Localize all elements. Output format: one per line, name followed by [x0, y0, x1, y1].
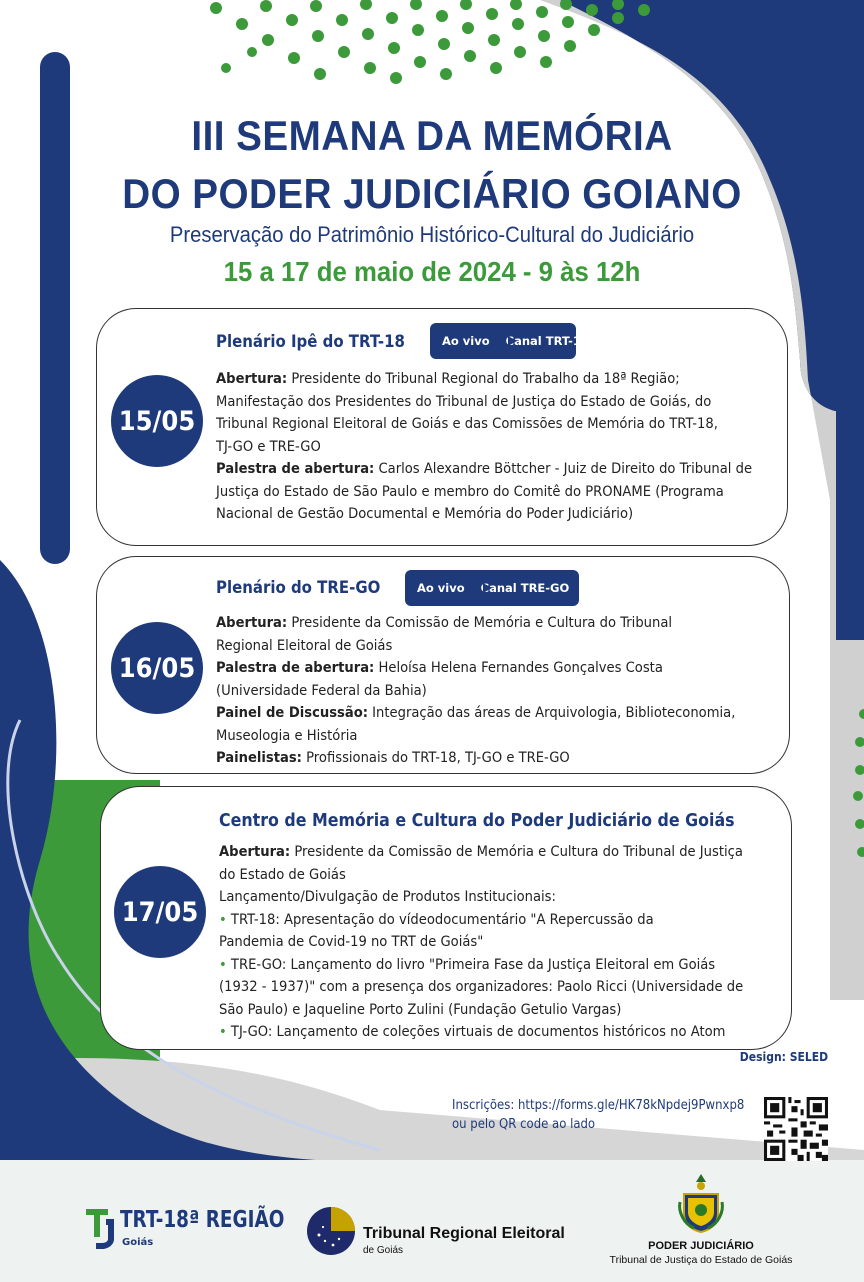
- day-description-1: [216, 368, 756, 526]
- trt-name: TRT-18ª REGIÃO: [120, 1207, 285, 1233]
- text-line: (Universidade Federal da Bahia): [216, 681, 427, 699]
- registration-info: [452, 1096, 744, 1134]
- qr-code-icon[interactable]: [764, 1097, 828, 1161]
- event-subtitle: Preservação do Patrimônio Histórico-Cultural do Judiciário: [169, 222, 695, 247]
- label-painel: Painel de Discussão:: [216, 704, 369, 721]
- text-line: Integração das áreas de Arquivologia, Biblioteconomia,: [368, 704, 736, 721]
- label-palestra: Palestra de abertura:: [216, 659, 375, 676]
- text-line: TRE-GO: Lançamento do livro "Primeira Fase da Justiça Eleitoral em Goiás: [226, 955, 716, 973]
- venue-title-2: Plenário do TRE-GO: [216, 578, 381, 598]
- day-description-3: [219, 841, 777, 1044]
- day-badge-2: 16/05: [111, 622, 203, 714]
- label-abertura: Abertura:: [216, 614, 288, 631]
- label-abertura: Abertura:: [219, 843, 291, 860]
- trt-sub: Goiás: [122, 1237, 154, 1248]
- text-line: Lançamento/Divulgação de Produtos Institucionais:: [219, 888, 556, 905]
- text-line: Museologia e História: [216, 726, 358, 744]
- text-line: TRT-18: Apresentação do vídeodocumentário "A Repercussão da: [226, 910, 654, 928]
- text-line: do Estado de Goiás: [219, 865, 346, 883]
- day-badge-1: 15/05: [111, 375, 203, 467]
- tj-sub: Tribunal de Justiça do Estado de Goiás: [609, 1254, 793, 1266]
- text-line: Manifestação dos Presidentes do Tribunal de Justiça do Estado de Goiás, do: [216, 392, 712, 410]
- label-painelistas: Painelistas:: [216, 749, 302, 766]
- channel-label: Canal TRT-18: [505, 334, 589, 348]
- text-line: Presidente da Comissão de Memória e Cultura do Tribunal: [287, 614, 673, 631]
- live-stream-button-1[interactable]: [430, 323, 589, 359]
- text-line: Heloísa Helena Fernandes Gonçalves Costa: [374, 659, 663, 676]
- text-line: TJ-GO: Lançamento de coleções virtuais de documentos históricos no Atom: [226, 1023, 726, 1040]
- label-palestra: Palestra de abertura:: [216, 460, 375, 477]
- text-line: Presidente do Tribunal Regional do Trabalho da 18ª Região;: [287, 370, 680, 387]
- text-line: Justiça do Estado de São Paulo e membro do Comitê do PRONAME (Programa: [216, 482, 724, 500]
- day-badge-3: 17/05: [114, 866, 206, 958]
- text-line: (1932 - 1937)" com a presença dos organizadores: Paolo Ricci (Universidade de: [219, 978, 744, 995]
- text-line: Profissionais do TRT-18, TJ-GO e TRE-GO: [301, 749, 570, 766]
- tre-mark-icon: [305, 1205, 357, 1257]
- text-line: Nacional de Gestão Documental e Memória do Poder Judiciário): [216, 505, 634, 522]
- tj-logo: [596, 1172, 806, 1272]
- trt-logo: [84, 1205, 285, 1255]
- day-description-2: [216, 612, 756, 770]
- tre-name: Tribunal Regional Eleitoral: [363, 1225, 565, 1242]
- bullet: •: [219, 1023, 227, 1040]
- live-label: Ao vivo: [417, 581, 465, 595]
- label-abertura: Abertura:: [216, 370, 288, 387]
- text-line: TJ-GO e TRE-GO: [216, 437, 321, 455]
- text-line: Presidente da Comissão de Memória e Cultura do Tribunal de Justiça: [290, 843, 743, 860]
- event-title-line1: III SEMANA DA MEMÓRIA: [191, 112, 673, 159]
- text-line: Carlos Alexandre Böttcher - Juiz de Direito do Tribunal de: [374, 460, 753, 477]
- event-dates: 15 a 17 de maio de 2024 - 9 às 12h: [223, 256, 641, 287]
- live-stream-button-2[interactable]: [405, 570, 579, 606]
- venue-title-3: Centro de Memória e Cultura do Poder Judiciário de Goiás: [219, 810, 735, 831]
- venue-title-1: Plenário Ipê do TRT-18: [216, 332, 405, 352]
- tre-sub: de Goiás: [363, 1245, 404, 1256]
- qr-hint: ou pelo QR code ao lado: [452, 1117, 596, 1132]
- text-line: Pandemia de Covid-19 no TRT de Goiás": [219, 933, 484, 950]
- live-label: Ao vivo: [442, 334, 490, 348]
- event-title-line2: DO PODER JUDICIÁRIO GOIANO: [122, 170, 742, 217]
- text-line: Regional Eleitoral de Goiás: [216, 636, 393, 654]
- bullet: •: [219, 955, 227, 973]
- text-line: São Paulo) e Jaqueline Porto Zulini (Fundação Getulio Vargas): [219, 1000, 622, 1018]
- text-line: Tribunal Regional Eleitoral de Goiás e das Comissões de Memória do TRT-18,: [216, 415, 718, 432]
- tre-logo: [305, 1205, 575, 1257]
- trt-mark-icon: [84, 1205, 118, 1251]
- tj-name: PODER JUDICIÁRIO: [648, 1240, 754, 1252]
- bullet: •: [219, 910, 227, 928]
- channel-label: Canal TRE-GO: [480, 581, 570, 595]
- coat-of-arms-icon: [676, 1172, 726, 1234]
- design-credit: Design: SELED: [739, 1050, 828, 1064]
- registration-link[interactable]: Inscrições: https://forms.gle/HK78kNpdej9Pwnxp8: [452, 1098, 745, 1113]
- navy-right-band: [836, 400, 864, 640]
